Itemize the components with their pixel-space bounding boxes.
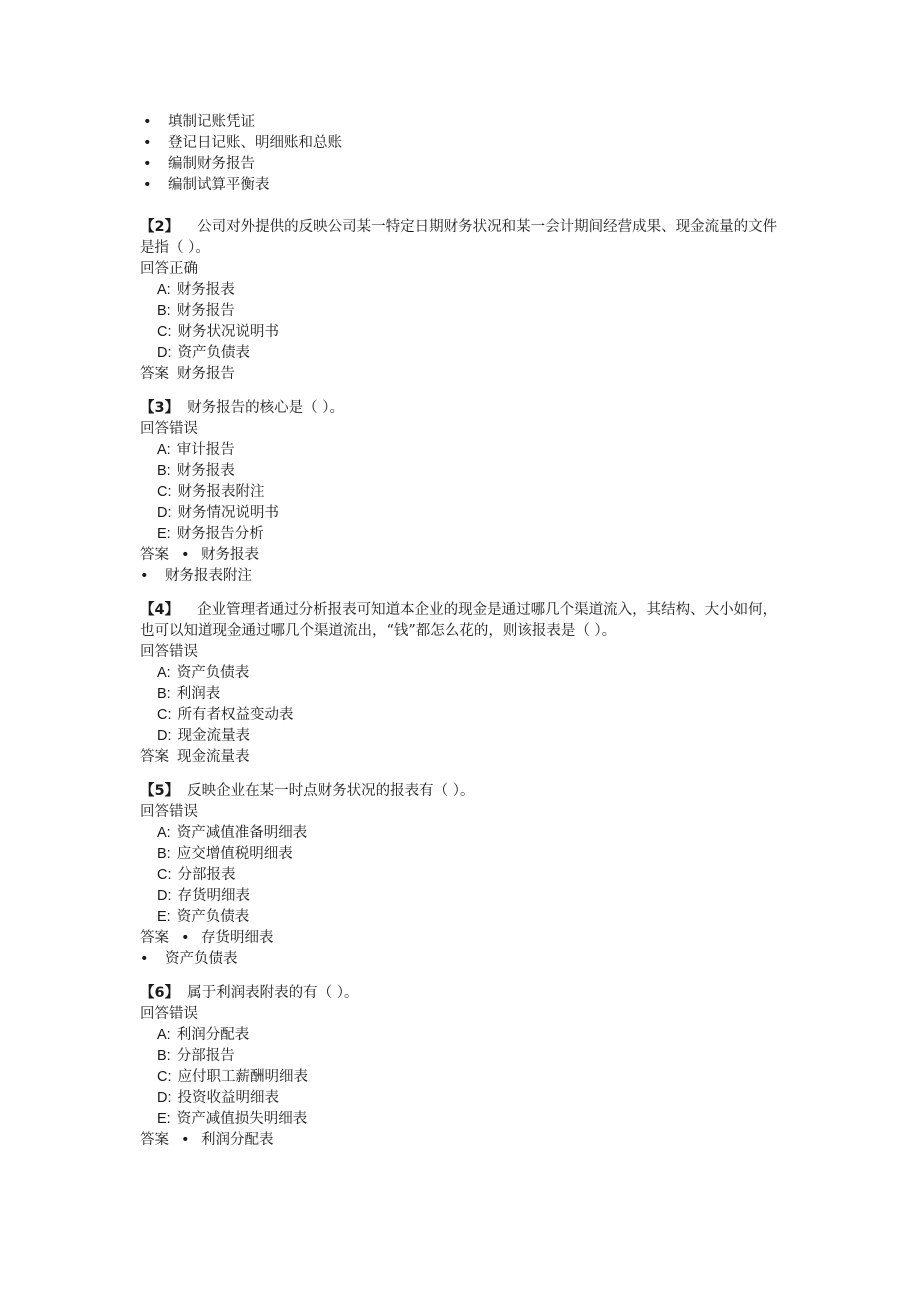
option-e: E: 资产负债表 bbox=[157, 909, 250, 925]
option-b: B: 利润表 bbox=[157, 686, 221, 702]
option-d: D: 现金流量表 bbox=[157, 728, 250, 744]
answer-line bbox=[140, 545, 790, 566]
question-5 bbox=[140, 781, 790, 970]
option-c: C: 分部报表 bbox=[157, 867, 236, 883]
answer-value: 财务报告 bbox=[177, 366, 235, 382]
answer-label: 答案 bbox=[140, 749, 169, 765]
option-d: D: 财务情况说明书 bbox=[157, 505, 279, 521]
answer-label: 答案 bbox=[140, 1132, 169, 1148]
result-status: 回答错误 bbox=[140, 421, 198, 437]
bullet: • bbox=[140, 951, 149, 967]
question-number: 【6】 bbox=[140, 985, 180, 1001]
question-number: 【5】 bbox=[140, 783, 180, 799]
question-text: 【3】 财务报告的核心是（ ）。 bbox=[140, 400, 344, 416]
bullet: • bbox=[140, 568, 149, 584]
answer-line bbox=[140, 566, 790, 587]
answer-value: 资产负债表 bbox=[165, 951, 238, 967]
result-status: 回答错误 bbox=[140, 644, 198, 660]
answer-line bbox=[140, 747, 790, 768]
list-item: • 编制财务报告 bbox=[140, 154, 790, 175]
question-text: 【2】 公司对外提供的反映公司某一特定日期财务状况和某一会计期间经营成果、现金流量的文件是指（ ）。 bbox=[140, 219, 778, 256]
option-b: B: 财务报表 bbox=[157, 463, 235, 479]
bullet: • bbox=[143, 177, 152, 193]
answer-line bbox=[140, 949, 790, 970]
option-a: A: 利润分配表 bbox=[157, 1027, 250, 1043]
option-b: B: 应交增值税明细表 bbox=[157, 846, 293, 862]
question-number: 【2】 bbox=[140, 219, 180, 235]
question-text: 【4】 企业管理者通过分析报表可知道本企业的现金是通过哪几个渠道流入，其结构、大小如何，也可以知道现金通过哪几个渠道流出，“钱”都怎么花的，则该报表是（ ）。 bbox=[140, 602, 778, 639]
option-e: E: 财务报告分析 bbox=[157, 526, 264, 542]
option-b: B: 财务报告 bbox=[157, 303, 235, 319]
bullet: • bbox=[143, 114, 152, 130]
answer-value: 存货明细表 bbox=[201, 930, 274, 946]
answer-line bbox=[140, 1130, 790, 1151]
bullet: • bbox=[181, 930, 190, 946]
answer-value: 财务报表 bbox=[201, 547, 259, 563]
option-b: B: 分部报告 bbox=[157, 1048, 235, 1064]
answer-line bbox=[140, 928, 790, 949]
bullet: • bbox=[143, 135, 152, 151]
list-item: • 编制试算平衡表 bbox=[140, 175, 790, 196]
option-d: D: 资产负债表 bbox=[157, 345, 250, 361]
bullet: • bbox=[181, 547, 190, 563]
answer-label: 答案 bbox=[140, 930, 169, 946]
document-page bbox=[140, 112, 790, 1151]
question-text: 【6】 属于利润表附表的有（ ）。 bbox=[140, 985, 359, 1001]
option-c: C: 财务报表附注 bbox=[157, 484, 265, 500]
question-2 bbox=[140, 217, 790, 385]
option-d: D: 投资收益明细表 bbox=[157, 1090, 279, 1106]
answer-value: 财务报表附注 bbox=[165, 568, 252, 584]
option-a: A: 审计报告 bbox=[157, 442, 235, 458]
option-c: C: 所有者权益变动表 bbox=[157, 707, 294, 723]
question-number: 【4】 bbox=[140, 602, 180, 618]
bullet: • bbox=[181, 1132, 190, 1148]
answer-label: 答案 bbox=[140, 366, 169, 382]
answer-value: 利润分配表 bbox=[201, 1132, 274, 1148]
question-text: 【5】 反映企业在某一时点财务状况的报表有（ ）。 bbox=[140, 783, 475, 799]
list-item: • 登记日记账、明细账和总账 bbox=[140, 133, 790, 154]
result-status: 回答错误 bbox=[140, 1006, 198, 1022]
result-status: 回答正确 bbox=[140, 261, 198, 277]
option-d: D: 存货明细表 bbox=[157, 888, 250, 904]
intro-list bbox=[140, 112, 790, 196]
answer-value: 现金流量表 bbox=[177, 749, 250, 765]
bullet: • bbox=[143, 156, 152, 172]
answer-label: 答案 bbox=[140, 547, 169, 563]
question-4 bbox=[140, 600, 790, 768]
list-item: • 填制记账凭证 bbox=[140, 112, 790, 133]
question-6 bbox=[140, 983, 790, 1151]
answer-line bbox=[140, 364, 790, 385]
option-c: C: 财务状况说明书 bbox=[157, 324, 279, 340]
option-e: E: 资产减值损失明细表 bbox=[157, 1111, 308, 1127]
option-c: C: 应付职工薪酬明细表 bbox=[157, 1069, 308, 1085]
question-number: 【3】 bbox=[140, 400, 180, 416]
question-3 bbox=[140, 398, 790, 587]
option-a: A: 财务报表 bbox=[157, 282, 235, 298]
result-status: 回答错误 bbox=[140, 804, 198, 820]
option-a: A: 资产负债表 bbox=[157, 665, 250, 681]
option-a: A: 资产减值准备明细表 bbox=[157, 825, 308, 841]
